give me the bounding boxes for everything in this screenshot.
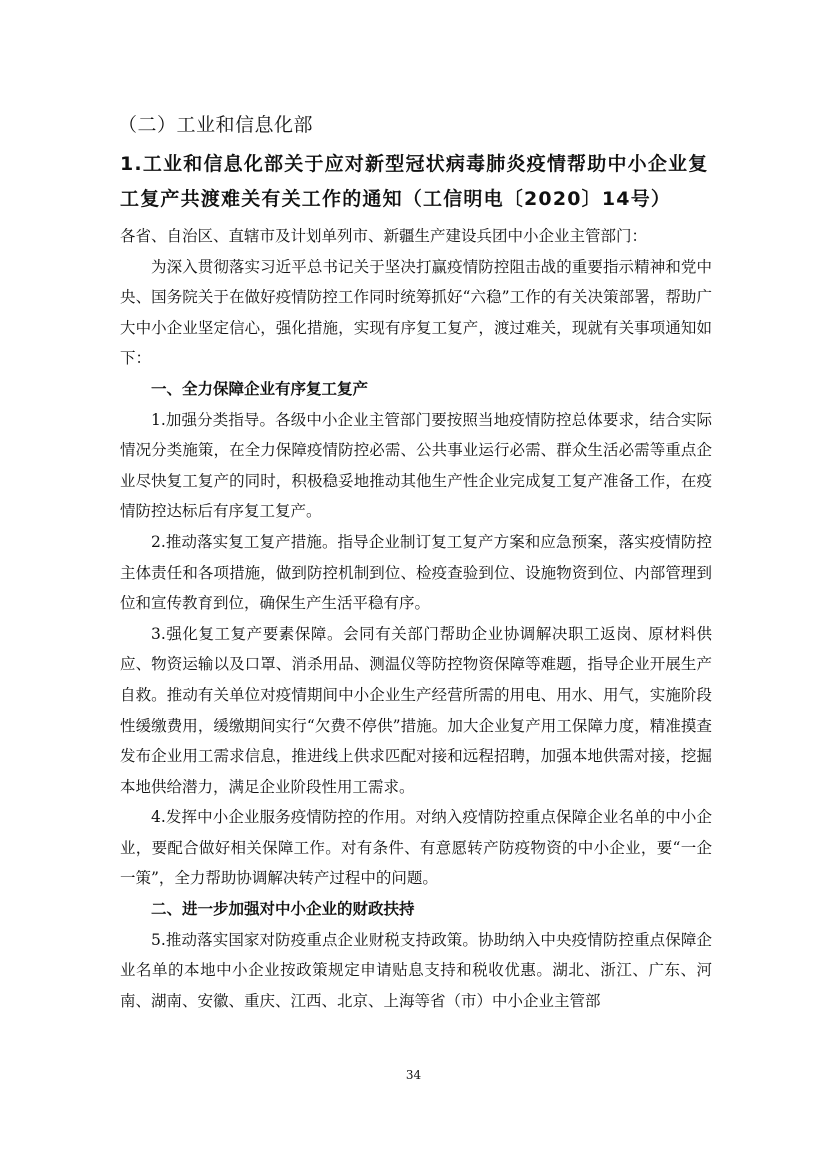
page-number: 34 (405, 1068, 422, 1082)
item-3-paragraph: 3.强化复工复产要素保障。会同有关部门帮助企业协调解决职工返岗、原材料供应、物资运输以及口罩、消杀用品、测温仪等防控物资保障等难题，指导企业开展生产自救。推动有关单位对疫情期间中小企业生产经营所需的用电、用水、用气，实施阶段性缓缴费用，缓缴期间实行“欠费不停供”措施。加大企业复产用工保障力度，精准摸查发布企业用工需求信息，推进线上供求匹配对接和远程招聘，加强本地供需对接，挖掘本地供给潜力，满足企业阶段性用工需求。 (120, 624, 712, 796)
heading-1: 一、全力保障企业有序复工复产 (151, 379, 369, 398)
section-title: （二）工业和信息化部 (118, 114, 314, 136)
item-2-paragraph: 2.推动落实复工复产措施。指导企业制订复工复产方案和应急预案，落实疫情防控主体责任和各项措施，做到防控机制到位、检疫查验到位、设施物资到位、内部管理到位和宣传教育到位，确保生产生活平稳有序。 (120, 532, 712, 613)
heading-2: 二、进一步加强对中小企业的财政扶持 (151, 900, 415, 919)
item-1-paragraph: 1.加强分类指导。各级中小企业主管部门要按照当地疫情防控总体要求，结合实际情况分类施策，在全力保障疫情防控必需、公共事业运行必需、群众生活必需等重点企业尽快复工复产的同时，积极稳妥地推动其他生产性企业完成复工复产准备工作，在疫情防控达标后有序复工复产。 (120, 410, 712, 521)
document-title: 1.工业和信息化部关于应对新型冠状病毒肺炎疫情帮助中小企业复工复产共渡难关有关工作的通知（工信明电〔2020〕14号） (120, 153, 709, 210)
item-5-paragraph: 5.推动落实国家对防疫重点企业财税支持政策。协助纳入中央疫情防控重点保障企业名单的本地中小企业按政策规定申请贴息支持和税收优惠。湖北、浙江、广东、河南、湖南、安徽、重庆、江西、北京、上海等省（市）中小企业主管部 (120, 930, 712, 1010)
item-4-paragraph: 4.发挥中小企业服务疫情防控的作用。对纳入疫情防控重点保障企业名单的中小企业，要配合做好相关保障工作。对有条件、有意愿转产防疫物资的中小企业，要“一企一策”，全力帮助协调解决转产过程中的问题。 (120, 808, 712, 888)
intro-paragraph: 为深入贯彻落实习近平总书记关于坚决打赢疫情防控阻击战的重要指示精神和党中央、国务院关于在做好疫情防控工作同时统筹抓好“六稳”工作的有关决策部署，帮助广大中小企业坚定信心，强化措施，实现有序复工复产，渡过难关，现就有关事项通知如下： (120, 257, 712, 368)
salutation: 各省、自治区、直辖市及计划单列市、新疆生产建设兵团中小企业主管部门： (120, 227, 648, 245)
document-body (120, 221, 712, 1016)
